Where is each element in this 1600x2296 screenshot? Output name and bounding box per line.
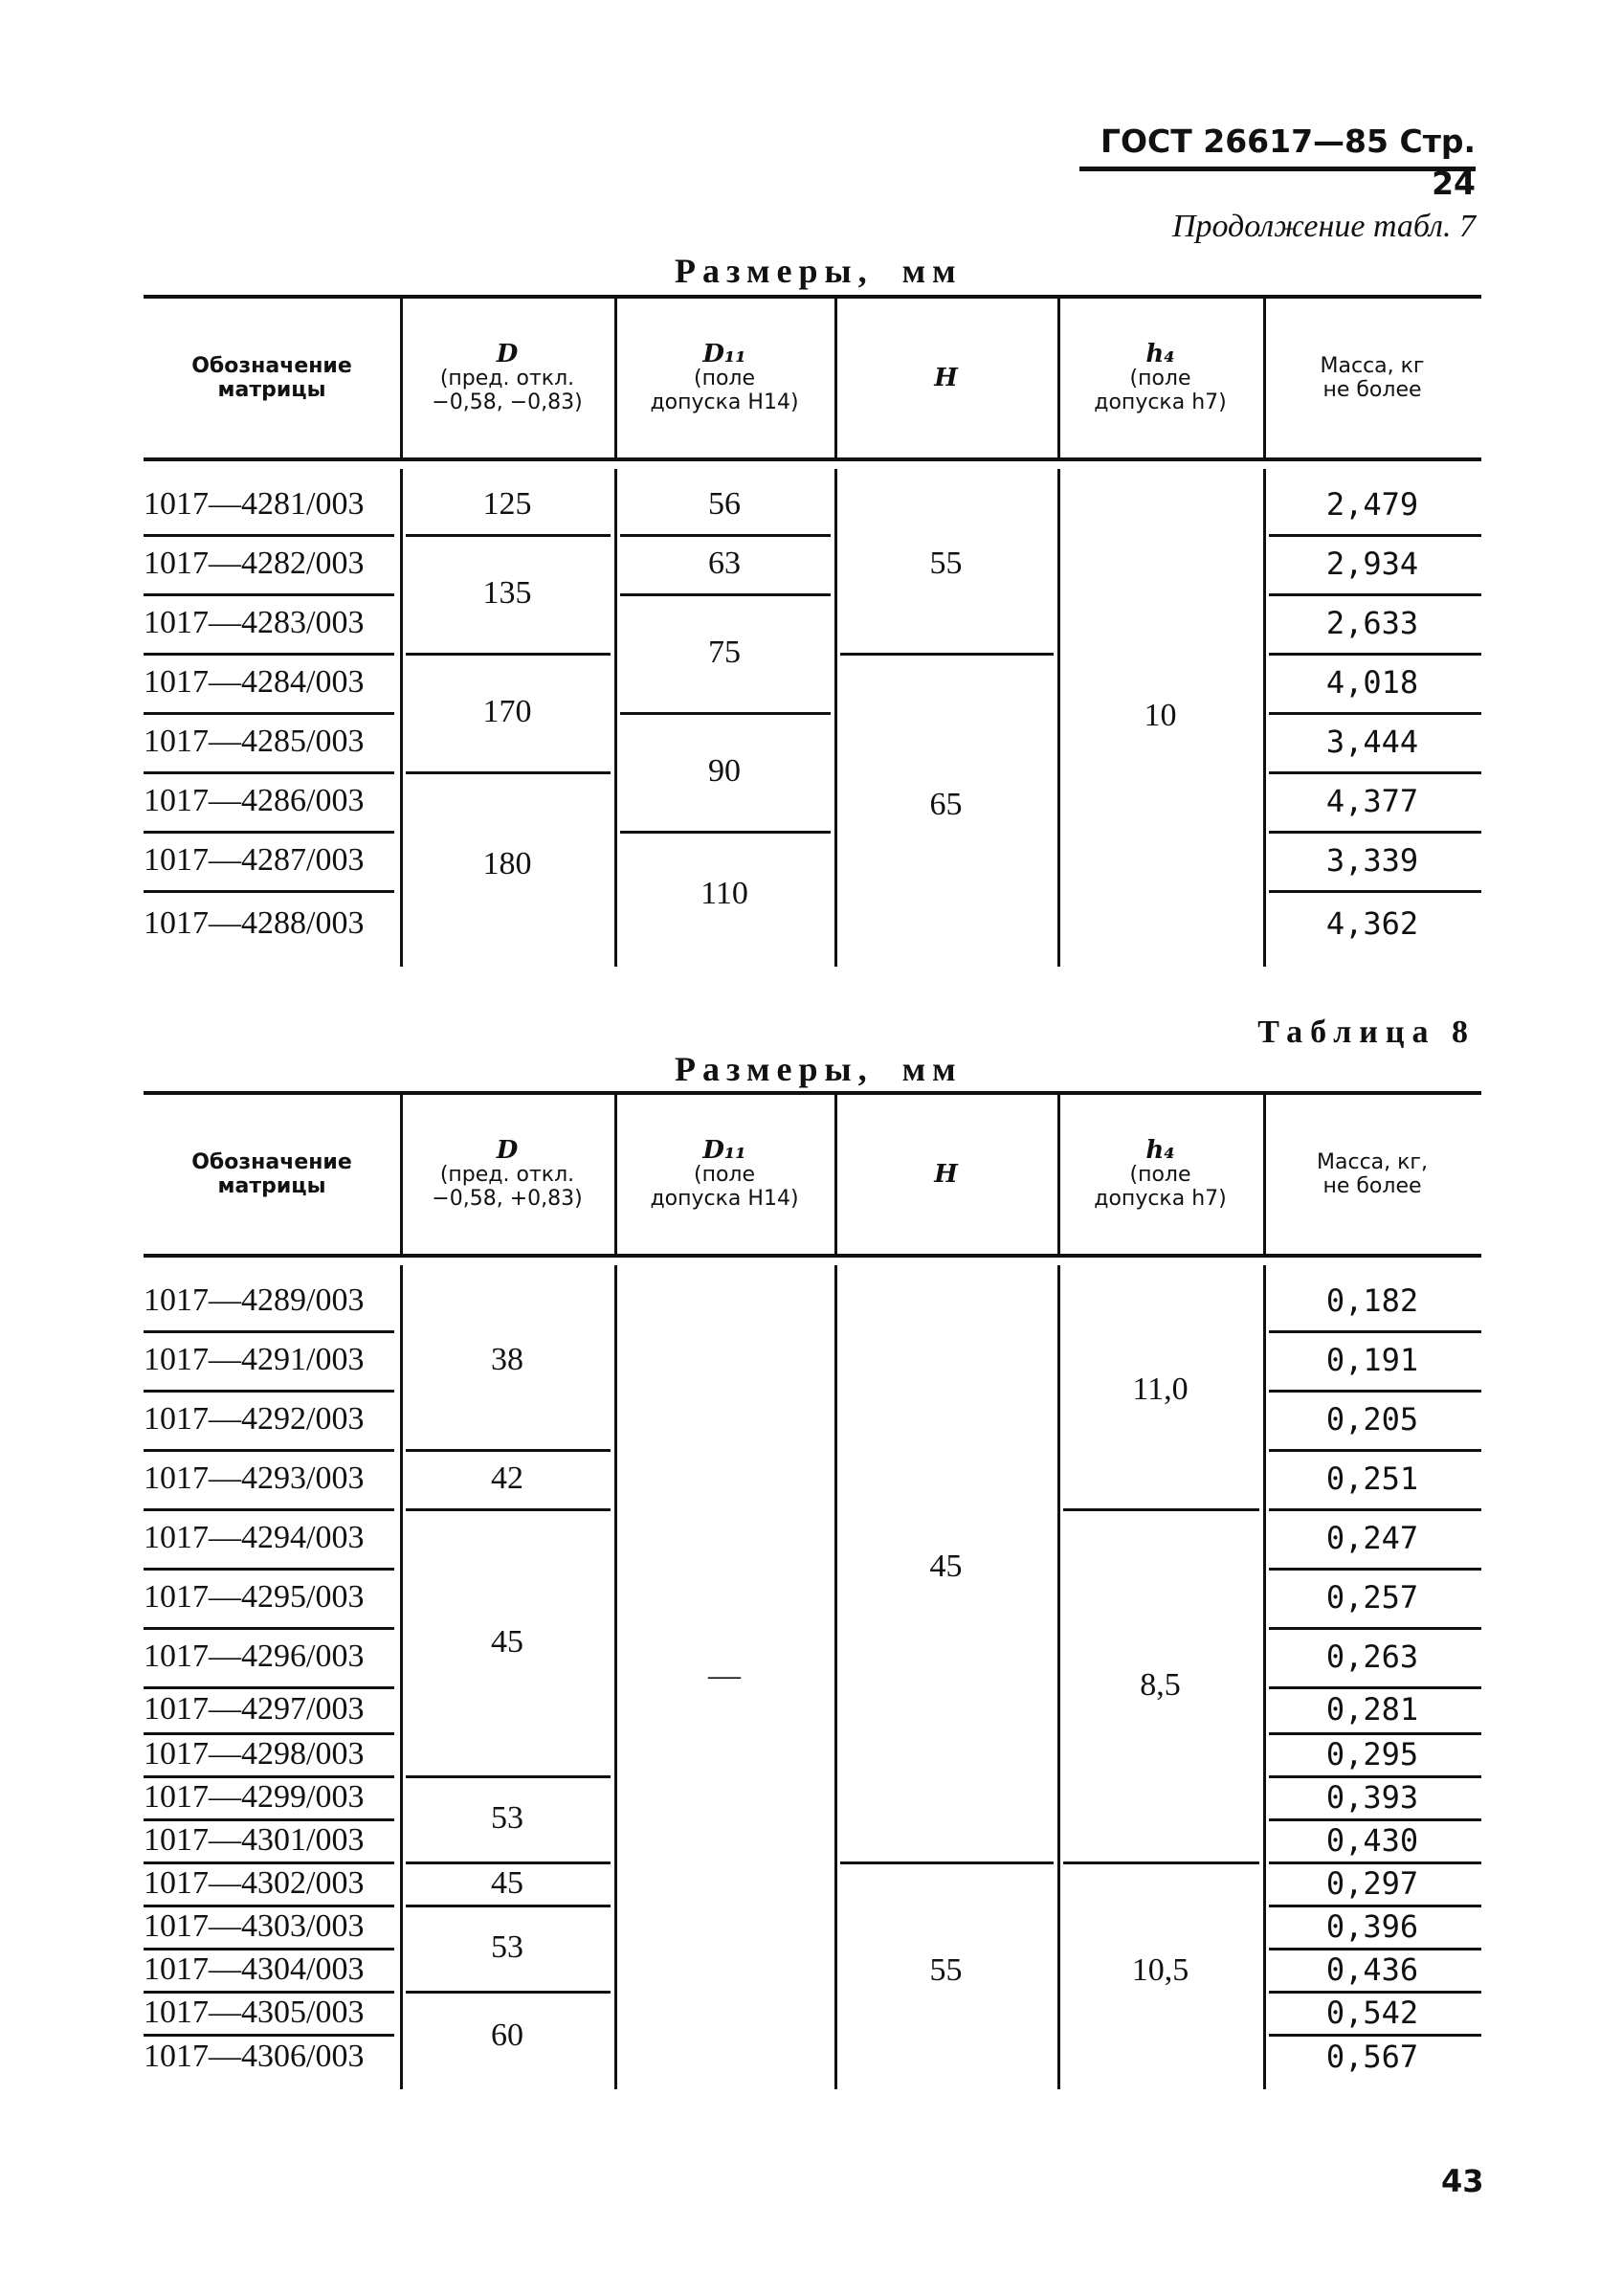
table7-caption: Продолжение табл. 7 — [1171, 209, 1476, 244]
matrix-designation: 1017—4302/003 — [144, 1864, 365, 1901]
mass-value: 0,191 — [1325, 1342, 1419, 1378]
header-designation-line: Обозначение — [191, 354, 352, 378]
matrix-designation: 1017—4286/003 — [144, 783, 365, 818]
table8-title: Таблица 8 — [1257, 1014, 1476, 1050]
mass-value: 0,205 — [1325, 1401, 1419, 1438]
matrix-designation: 1017—4284/003 — [144, 664, 365, 700]
matrix-designation: 1017—4287/003 — [144, 842, 365, 878]
header-H-line: H — [934, 363, 958, 392]
table-header-rule — [144, 457, 1481, 461]
header-D11-line: D₁₁ — [702, 1135, 746, 1165]
matrix-designation: 1017—4306/003 — [144, 2039, 365, 2074]
header-h4-line: (поле — [1129, 1162, 1191, 1187]
header-D11-line: допуска H14) — [650, 1186, 799, 1211]
header-D11 — [614, 1095, 834, 1254]
value-d11: 90 — [708, 753, 741, 789]
page-header — [1079, 121, 1476, 202]
mass-value: 0,396 — [1325, 1907, 1419, 1945]
value-d11: 110 — [700, 876, 748, 911]
header-H — [834, 1095, 1057, 1254]
header-D — [400, 299, 614, 457]
header-mass-line: не более — [1322, 1174, 1422, 1198]
value-h4: 11,0 — [1132, 1371, 1189, 1407]
header-D-line: (пред. откл. — [439, 366, 575, 390]
mass-value: 0,436 — [1325, 1950, 1419, 1988]
matrix-designation: 1017—4292/003 — [144, 1401, 365, 1437]
standard-number: ГОСТ 26617—85 — [1100, 123, 1389, 160]
value-d: 125 — [482, 486, 532, 522]
matrix-designation: 1017—4297/003 — [144, 1691, 365, 1727]
header-mass-line: не более — [1322, 378, 1422, 402]
mass-value: 0,257 — [1325, 1579, 1419, 1616]
mass-value: 3,444 — [1325, 724, 1419, 760]
mass-value: 0,297 — [1325, 1864, 1419, 1902]
mass-value: 0,182 — [1325, 1282, 1419, 1319]
mass-value: 0,281 — [1325, 1691, 1419, 1728]
matrix-designation: 1017—4282/003 — [144, 546, 365, 581]
matrix-designation: 1017—4291/003 — [144, 1342, 365, 1377]
matrix-designation: 1017—4285/003 — [144, 724, 365, 759]
value-d: 135 — [482, 575, 532, 611]
mass-value: 0,542 — [1325, 1994, 1419, 2031]
matrix-designation: 1017—4304/003 — [144, 1950, 365, 1987]
header-D — [400, 1095, 614, 1254]
value-d: 45 — [491, 1864, 523, 1901]
header-D-line: −0,58, +0,83) — [432, 1186, 583, 1211]
value-d11: — — [708, 1657, 741, 1693]
matrix-designation: 1017—4299/003 — [144, 1778, 365, 1815]
value-d: 53 — [491, 1800, 523, 1836]
header-D11-line: D₁₁ — [702, 339, 746, 368]
value-d11: 63 — [708, 546, 741, 581]
mass-value: 0,430 — [1325, 1821, 1419, 1859]
header-D-line: −0,58, −0,83) — [432, 390, 583, 414]
matrix-designation: 1017—4296/003 — [144, 1638, 365, 1674]
header-designation — [144, 299, 400, 457]
header-h4 — [1057, 299, 1263, 457]
matrix-designation: 1017—4294/003 — [144, 1520, 365, 1555]
matrix-designation: 1017—4295/003 — [144, 1579, 365, 1615]
header-h4-line: допуска h7) — [1094, 1186, 1227, 1211]
value-d11: 75 — [708, 635, 741, 670]
header-mass — [1263, 1095, 1481, 1254]
header-D11 — [614, 299, 834, 457]
matrix-designation: 1017—4293/003 — [144, 1460, 365, 1496]
header-D-line: (пред. откл. — [439, 1162, 575, 1187]
header-designation-line: матрицы — [217, 378, 326, 402]
mass-value: 4,377 — [1325, 783, 1419, 819]
header-mass-line: Масса, кг, — [1317, 1150, 1428, 1174]
mass-value: 2,633 — [1325, 605, 1419, 641]
header-D-line: D — [496, 1135, 519, 1165]
header-D11-line: (поле — [693, 1162, 756, 1187]
mass-value: 0,247 — [1325, 1520, 1419, 1556]
header-h4 — [1057, 1095, 1263, 1254]
value-d: 42 — [491, 1460, 523, 1496]
header-designation — [144, 1095, 400, 1254]
matrix-designation: 1017—4283/003 — [144, 605, 365, 640]
value-d: 180 — [482, 846, 532, 881]
value-h: 55 — [929, 1952, 963, 1988]
value-h: 55 — [929, 546, 963, 581]
matrix-designation: 1017—4305/003 — [144, 1994, 365, 2030]
mass-value: 2,934 — [1325, 546, 1419, 582]
table-header-rule — [144, 1254, 1481, 1258]
matrix-designation: 1017—4289/003 — [144, 1282, 365, 1318]
value-d11: 56 — [708, 486, 741, 522]
header-mass — [1263, 299, 1481, 457]
header-h4-line: допуска h7) — [1094, 390, 1227, 414]
matrix-designation: 1017—4301/003 — [144, 1821, 365, 1858]
header-D11-line: (поле — [693, 366, 756, 390]
header-H — [834, 299, 1057, 457]
table8-sizes-label: Размеры, мм — [675, 1050, 963, 1088]
table7-sizes-label: Размеры, мм — [675, 252, 963, 290]
value-h: 65 — [929, 787, 963, 822]
mass-value: 3,339 — [1325, 842, 1419, 879]
header-designation-line: матрицы — [217, 1174, 326, 1198]
mass-value: 0,251 — [1325, 1460, 1419, 1497]
matrix-designation: 1017—4303/003 — [144, 1907, 365, 1944]
page-reference: Стр. 24 — [1399, 123, 1476, 202]
value-h: 45 — [929, 1548, 963, 1584]
header-h4-line: (поле — [1129, 366, 1191, 390]
mass-value: 0,263 — [1325, 1638, 1419, 1675]
value-h4: 8,5 — [1140, 1666, 1181, 1703]
value-d: 60 — [491, 2017, 523, 2053]
mass-value: 0,393 — [1325, 1778, 1419, 1816]
header-h4-line: h₄ — [1145, 1135, 1175, 1165]
header-designation-line: Обозначение — [191, 1150, 352, 1174]
value-h4: 10,5 — [1131, 1952, 1189, 1988]
value-h4: 10 — [1144, 698, 1177, 733]
header-D11-line: допуска H14) — [650, 390, 799, 414]
matrix-designation: 1017—4298/003 — [144, 1735, 365, 1772]
mass-value: 0,567 — [1325, 2039, 1419, 2075]
matrix-designation: 1017—4281/003 — [144, 486, 365, 522]
mass-value: 4,018 — [1325, 664, 1419, 701]
header-mass-line: Масса, кг — [1320, 354, 1425, 378]
value-d: 53 — [491, 1929, 523, 1965]
value-d: 45 — [491, 1623, 523, 1660]
mass-value: 2,479 — [1325, 486, 1419, 523]
value-d: 38 — [491, 1342, 523, 1377]
matrix-designation: 1017—4288/003 — [144, 905, 365, 941]
mass-value: 4,362 — [1325, 905, 1419, 942]
mass-value: 0,295 — [1325, 1735, 1419, 1772]
value-d: 170 — [482, 694, 532, 729]
page-number: 43 — [1441, 2163, 1484, 2199]
header-D-line: D — [496, 339, 519, 368]
header-H-line: H — [934, 1159, 958, 1189]
header-h4-line: h₄ — [1145, 339, 1175, 368]
